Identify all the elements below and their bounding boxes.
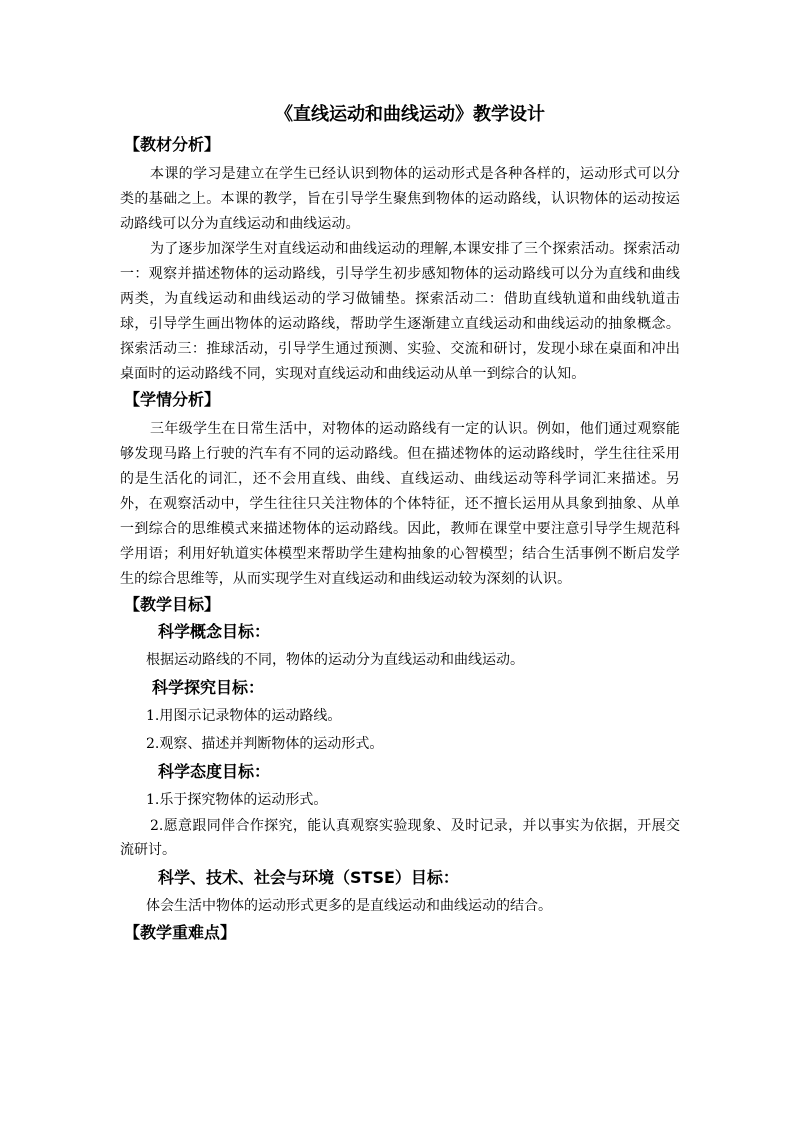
section-heading-textbook: 【教材分析】 — [124, 135, 221, 154]
subheading-stse-goal: 科学、技术、社会与环境（STSE）目标： — [158, 868, 459, 887]
goal-item: 1.用图示记录物体的运动路线。 — [146, 708, 342, 724]
goal-item: 1.乐于探究物体的运动形式。 — [146, 792, 328, 808]
section-heading-students: 【学情分析】 — [124, 390, 221, 409]
goal-item: 2.观察、描述并判断物体的运动形式。 — [146, 736, 384, 752]
paragraph: 为了逐步加深学生对直线运动和曲线运动的理解,本课安排了三个探索活动。探索活动一：观察并描述物体的运动路线，引导学生初步感知物体的运动路线可以分为直线和曲线两类，为直线运动和曲线运动的学习做铺垫。探索活动二：借助直线轨道和曲线轨道击球，引导学生画出物体的运动路线，帮助学生逐渐建立直线运动和曲线运动的抽象概念。探索活动三：推球活动，引导学生通过预测、实验、交流和研讨，发现小球在桌面和冲出桌面时的运动路线不同，实现对直线运动和曲线运动从单一到综合的认知。 — [120, 241, 680, 382]
section-heading-keypoints: 【教学重难点】 — [124, 923, 237, 942]
subheading-concept-goal: 科学概念目标： — [158, 622, 271, 641]
section-heading-goals: 【教学目标】 — [124, 595, 221, 614]
document-page — [120, 98, 680, 946]
document-title: 《直线运动和曲线运动》教学设计 — [275, 104, 545, 125]
paragraph: 本课的学习是建立在学生已经认识到物体的运动形式是各种各样的，运动形式可以分类的基础之上。本课的教学，旨在引导学生聚焦到物体的运动路线，认识物体的运动按运动路线可以分为直线运动和曲线运动。 — [120, 166, 680, 232]
goal-item: 2.愿意跟同伴合作探究，能认真观察实验现象、及时记录，并以事实为依据，开展交流研讨。 — [120, 818, 680, 858]
paragraph: 三年级学生在日常生活中，对物体的运动路线有一定的认识。例如，他们通过观察能够发现马路上行驶的汽车有不同的运动路线。但在描述物体的运动路线时，学生往往采用的是生活化的词汇，还不会用直线、曲线、直线运动、曲线运动等科学词汇来描述。另外，在观察活动中，学生往往只关注物体的个体特征，还不擅长运用从具象到抽象、从单一到综合的思维模式来描述物体的运动路线。因此，教师在课堂中要注意引导学生规范科学用语；利用好轨道实体模型来帮助学生建构抽象的心智模型；结合生活事例不断启发学生的综合思维等，从而实现学生对直线运动和曲线运动较为深刻的认识。 — [120, 421, 680, 587]
subheading-attitude-goal: 科学态度目标： — [158, 762, 271, 781]
goal-item: 根据运动路线的不同，物体的运动分为直线运动和曲线运动。 — [146, 652, 524, 668]
subheading-inquiry-goal: 科学探究目标： — [152, 678, 265, 697]
goal-item: 体会生活中物体的运动形式更多的是直线运动和曲线运动的结合。 — [146, 898, 552, 914]
